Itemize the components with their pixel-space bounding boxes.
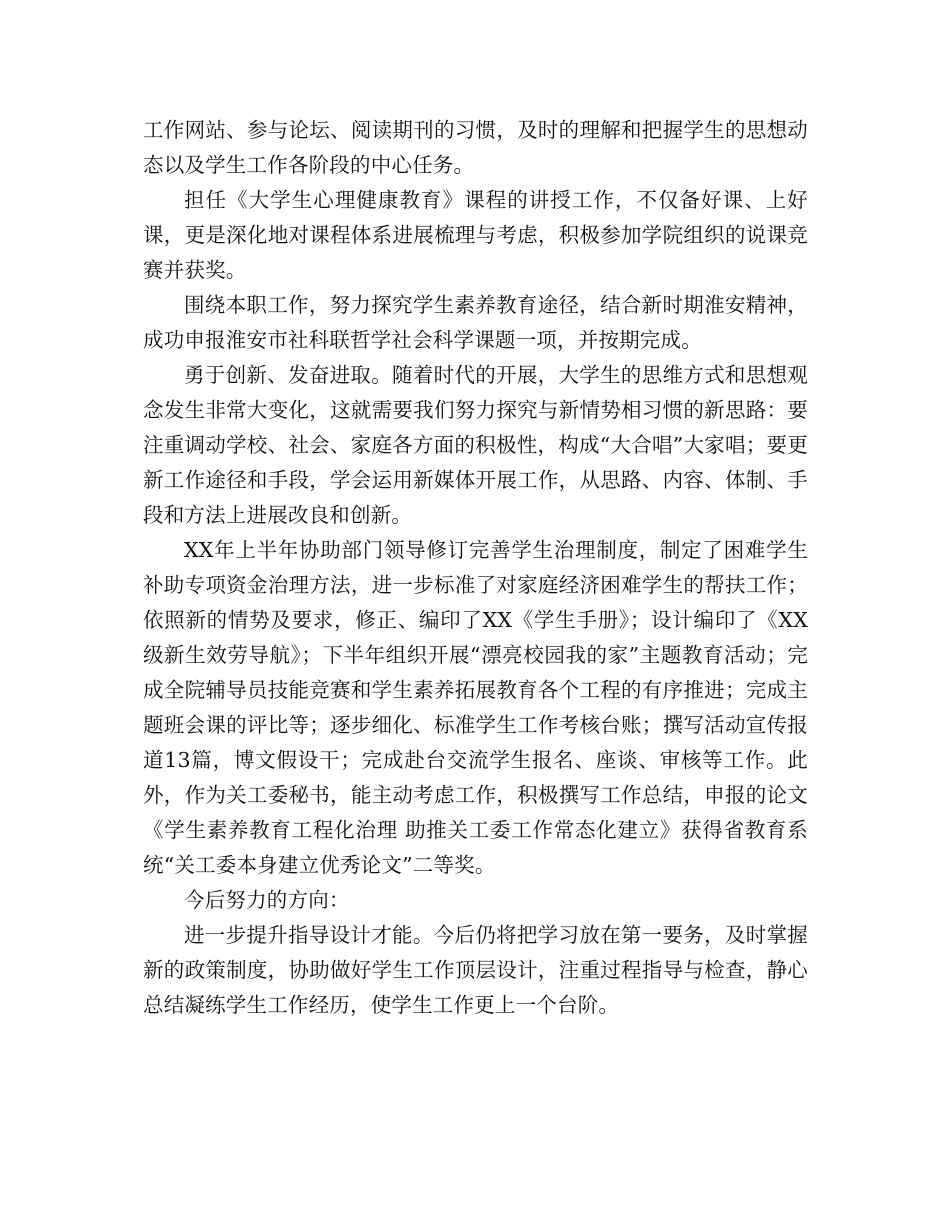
document-body [143,113,808,1023]
paragraph-future-direction: 进一步提升指导设计才能。今后仍将把学习放在第一要务，及时掌握新的政策制度，协助做好学生工作顶层设计，注重过程指导与检查，静心总结凝练学生工作经历，使学生工作更上一个台阶。 [143,923,808,1017]
paragraph-research-project: 围绕本职工作，努力探究学生素养教育途径，结合新时期淮安精神，成功申报淮安市社科联哲学社会科学课题一项，并按期完成。 [143,293,808,352]
paragraph-course-teaching: 担任《大学生心理健康教育》课程的讲授工作，不仅备好课、上好课，更是深化地对课程体系进展梳理与考虑，积极参加学院组织的说课竞赛并获奖。 [143,188,808,282]
paragraph-work-summary: XX年上半年协助部门领导修订完善学生治理制度，制定了困难学生补助专项资金治理方法，进一步标准了对家庭经济困难学生的帮扶工作；依照新的情势及要求，修正、编印了XX《学生手册》；设计编印了《XX级新生效劳导航》；下半年组织开展“漂亮校园我的家”主题教育活动；完成全院辅导员技能竞赛和学生素养拓展教育各个工程的有序推进；完成主题班会课的评比等；逐步细化、标准学生工作考核台账；撰写活动宣传报道13篇，博文假设干；完成赴台交流学生报名、座谈、审核等工作。此外，作为关工委秘书，能主动考虑工作，积极撰写工作总结，申报的论文《学生素养教育工程化治理 助推关工委工作常态化建立》获得省教育系统“关工委本身建立优秀论文”二等奖。 [143,538,808,877]
paragraph-innovation: 勇于创新、发奋进取。随着时代的开展，大学生的思维方式和思想观念发生非常大变化，这就需要我们努力探究与新情势相习惯的新思路：要注重调动学校、社会、家庭各方面的积极性，构成“大合唱”大家唱；要更新工作途径和手段，学会运用新媒体开展工作，从思路、内容、体制、手段和方法上进展改良和创新。 [143,363,808,527]
paragraph-continued: 工作网站、参与论坛、阅读期刊的习惯，及时的理解和把握学生的思想动态以及学生工作各阶段的中心任务。 [143,118,808,177]
paragraph-future-direction-heading: 今后努力的方向： [184,888,350,912]
